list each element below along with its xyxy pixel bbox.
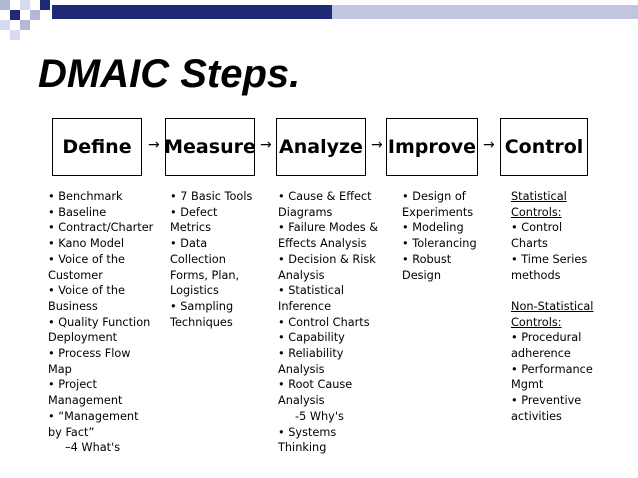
list-item: Experiments <box>402 205 474 219</box>
arrow-icon: → <box>260 137 272 153</box>
list-item: • Design of <box>402 190 466 203</box>
list-item: • Sampling <box>170 299 234 313</box>
decor-square <box>0 0 10 10</box>
header-band-dark <box>52 5 332 19</box>
analyze-list <box>278 189 378 456</box>
arrow-icon: → <box>371 137 383 153</box>
decor-square <box>30 10 40 20</box>
list-item: Mgmt <box>511 378 544 392</box>
header-band-light <box>332 5 638 19</box>
list-item: Charts <box>511 237 548 251</box>
list-item: Design <box>402 268 442 282</box>
list-item: • Benchmark <box>48 190 123 203</box>
list-item: Forms, Plan, <box>170 268 240 282</box>
list-item: • Project <box>48 378 97 392</box>
list-item: • Cause & Effect <box>278 190 372 203</box>
list-item: • Root Cause <box>278 378 353 392</box>
list-item: Inference <box>278 299 332 313</box>
list-item: Management <box>48 394 123 408</box>
list-item: Analysis <box>278 268 325 282</box>
list-item: Techniques <box>170 315 233 329</box>
list-item: • “Management <box>48 409 139 423</box>
list-item: • Systems <box>278 425 337 439</box>
decor-square <box>0 20 10 30</box>
list-item: • Kano Model <box>48 237 124 251</box>
list-item: • Voice of the <box>48 252 125 266</box>
list-item: • Control <box>511 221 563 235</box>
control-list <box>511 189 593 425</box>
list-item: • Statistical <box>278 284 345 298</box>
define-list <box>48 189 153 456</box>
list-item: methods <box>511 268 561 282</box>
list-item: • Failure Modes & <box>278 221 379 235</box>
list-item: • Voice of the <box>48 284 125 298</box>
decor-square <box>40 0 50 10</box>
list-item: • Control Charts <box>278 315 370 329</box>
list-item: • Data <box>170 237 208 251</box>
improve-list <box>402 189 477 283</box>
list-item: by Fact” <box>48 425 95 439</box>
list-item: Analysis <box>278 394 325 408</box>
decor-square <box>20 0 30 10</box>
list-item: • 7 Basic Tools <box>170 190 253 203</box>
step-improve-box: Improve <box>386 118 478 176</box>
list-item: • Tolerancing <box>402 237 477 251</box>
list-item: Customer <box>48 268 103 282</box>
list-item: • Quality Function <box>48 315 151 329</box>
list-item: Analysis <box>278 362 325 376</box>
list-item: • Preventive <box>511 394 582 408</box>
list-item: activities <box>511 409 562 423</box>
section-heading: Statistical <box>511 190 567 203</box>
step-measure-box: Measure <box>165 118 255 176</box>
decor-square <box>10 10 20 20</box>
arrow-icon: → <box>148 137 160 153</box>
list-item: • Capability <box>278 331 345 345</box>
page-title: DMAIC Steps. <box>38 52 301 96</box>
list-item: • Decision & Risk <box>278 252 376 266</box>
list-item: • Performance <box>511 362 593 376</box>
list-item: adherence <box>511 347 571 361</box>
section-heading: Non-Statistical <box>511 299 594 313</box>
list-item: Map <box>48 362 72 376</box>
list-item: • Defect <box>170 205 218 219</box>
list-item: • Modeling <box>402 221 464 235</box>
list-item: • Baseline <box>48 205 107 219</box>
list-item: Effects Analysis <box>278 237 367 251</box>
list-item: -5 Why's <box>295 409 344 423</box>
step-analyze-box: Analyze <box>276 118 366 176</box>
list-item: • Process Flow <box>48 347 131 361</box>
list-item: Metrics <box>170 221 212 235</box>
list-item: • Reliability <box>278 347 344 361</box>
list-item: Deployment <box>48 331 118 345</box>
arrow-icon: → <box>483 137 495 153</box>
measure-list <box>170 189 252 330</box>
list-item: • Robust <box>402 252 452 266</box>
list-item: Diagrams <box>278 205 333 219</box>
step-define-box: Define <box>52 118 142 176</box>
list-item: Collection <box>170 252 226 266</box>
list-item: Business <box>48 299 98 313</box>
list-item: –4 What's <box>65 441 121 455</box>
list-item: • Time Series <box>511 252 588 266</box>
section-heading: Controls: <box>511 315 562 329</box>
section-heading: Controls: <box>511 205 562 219</box>
decor-square <box>20 20 30 30</box>
list-item: • Contract/Charter <box>48 221 154 235</box>
list-item: • Procedural <box>511 331 582 345</box>
spacer <box>511 283 593 299</box>
step-control-box: Control <box>500 118 588 176</box>
decor-square <box>10 30 20 40</box>
list-item: Thinking <box>278 441 327 455</box>
list-item: Logistics <box>170 284 219 298</box>
